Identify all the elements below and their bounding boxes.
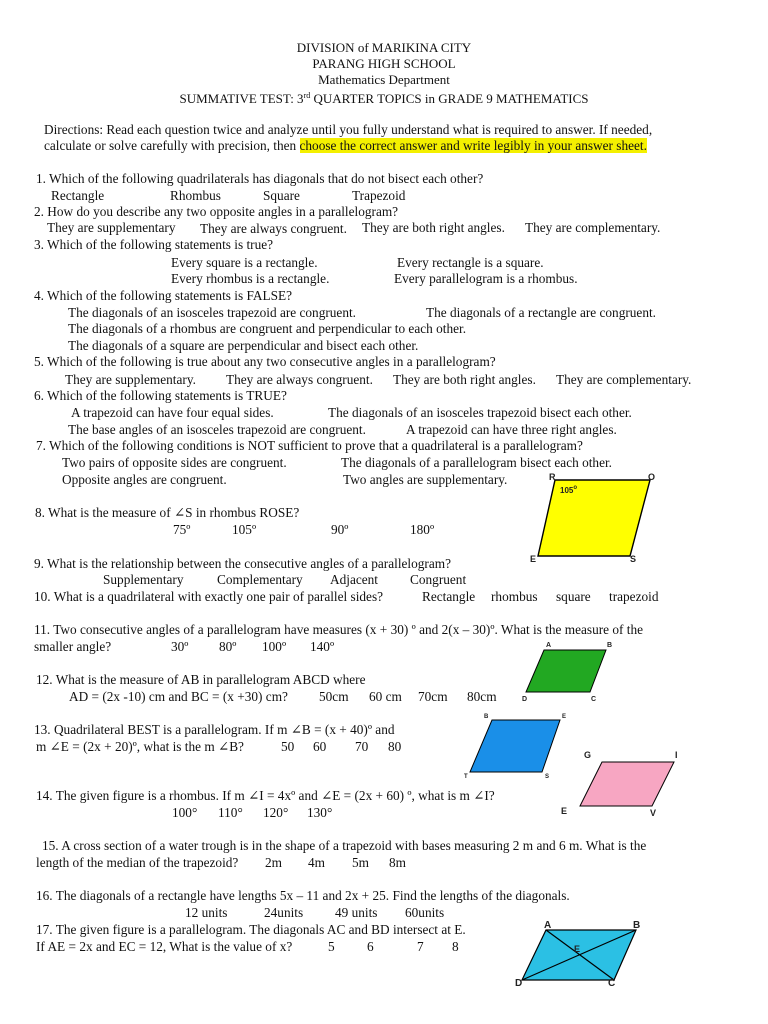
q6-choice-c: The base angles of an isosceles trapezoid are congruent. xyxy=(68,422,366,437)
q10-choice-c: square xyxy=(556,589,591,604)
q17-choice-a: 5 xyxy=(328,939,335,954)
q1-choice-d: Trapezoid xyxy=(352,188,406,203)
q8-choice-b: 105º xyxy=(232,522,257,537)
q5-choice-b: They are always congruent. xyxy=(226,372,373,387)
q2-choice-d: They are complementary. xyxy=(525,220,661,235)
q15-choice-a: 2m xyxy=(265,855,282,870)
q1-choice-a: Rectangle xyxy=(51,188,105,203)
parallelogram-abcd-shape xyxy=(526,650,606,692)
q15-text-line2: length of the median of the trapezoid? xyxy=(36,855,239,870)
q15-choice-d: 8m xyxy=(389,855,406,870)
q7-choice-b: The diagonals of a parallelogram bisect each other. xyxy=(341,455,612,470)
q15-choice-c: 5m xyxy=(352,855,369,870)
q11-choice-d: 140º xyxy=(310,639,335,654)
q12-text-line1: 12. What is the measure of AB in parallelogram ABCD where xyxy=(36,672,366,687)
vertex-a-label: A xyxy=(546,642,552,649)
q11-text-line1: 11. Two consecutive angles of a parallelogram have measures (x + 30) º and 2(x – 30)º. What is the measure of the xyxy=(34,622,644,637)
q14-text: 14. The given figure is a rhombus. If m ∠I = 4xº and ∠E = (2x + 60) º, what is m ∠I? xyxy=(36,788,495,803)
q5-choice-c: They are both right angles. xyxy=(393,372,536,387)
q1-choice-c: Square xyxy=(263,188,300,203)
q9-choice-b: Complementary xyxy=(217,572,303,587)
q11-choice-a: 30º xyxy=(171,639,189,654)
q11-choice-c: 100º xyxy=(262,639,287,654)
q10-choice-a: Rectangle xyxy=(422,589,476,604)
q12-choice-b: 60 cm xyxy=(369,689,402,704)
q14-choice-a: 100° xyxy=(172,805,198,820)
vertex-c-label: C xyxy=(608,978,616,989)
header-department: Mathematics Department xyxy=(318,72,450,87)
q7-text: 7. Which of the following conditions is NOT sufficient to prove that a quadrilateral is a parallelogram? xyxy=(36,438,583,453)
q2-choice-c: They are both right angles. xyxy=(362,220,505,235)
q4-choice-b: The diagonals of a rectangle are congruent. xyxy=(426,305,657,320)
q9-choice-c: Adjacent xyxy=(330,572,378,587)
vertex-d-label: D xyxy=(522,696,528,703)
q5-choice-d: They are complementary. xyxy=(556,372,692,387)
vertex-d-label: D xyxy=(515,978,523,989)
q9-choice-a: Supplementary xyxy=(103,572,184,587)
q17-choice-c: 7 xyxy=(417,939,424,954)
q10-choice-b: rhombus xyxy=(491,589,538,604)
q13-choice-d: 80 xyxy=(388,739,402,754)
directions-line2: calculate or solve carefully with precision, then choose the correct answer and write legibly in your answer sheet. xyxy=(44,138,647,153)
q2-choice-a: They are supplementary xyxy=(47,220,176,235)
q11-text-line2: smaller angle? xyxy=(34,639,112,654)
q8-choice-c: 90º xyxy=(331,522,349,537)
q17-text-line2: If AE = 2x and EC = 12, What is the value of x? xyxy=(36,939,293,954)
q2-text: 2. How do you describe any two opposite angles in a parallelogram? xyxy=(34,204,399,219)
q2-choice-b: They are always congruent. xyxy=(200,221,347,236)
q13-choice-a: 50 xyxy=(281,739,295,754)
q1-text: 1. Which of the following quadrilaterals has diagonals that do not bisect each other? xyxy=(36,171,484,186)
q13-text-line1: 13. Quadrilateral BEST is a parallelogram. If m ∠B = (x + 40)º and xyxy=(34,722,395,737)
q17-choice-d: 8 xyxy=(452,939,459,954)
q13-choice-b: 60 xyxy=(313,739,327,754)
q10-text: 10. What is a quadrilateral with exactly one pair of parallel sides? xyxy=(34,589,384,604)
q1-choice-b: Rhombus xyxy=(170,188,221,203)
header-division: DIVISION of MARIKINA CITY xyxy=(296,40,472,55)
q4-choice-d: The diagonals of a square are perpendicular and bisect each other. xyxy=(68,338,419,353)
q6-choice-d: A trapezoid can have three right angles. xyxy=(406,422,617,437)
q4-text: 4. Which of the following statements is FALSE? xyxy=(34,288,293,303)
q8-text: 8. What is the measure of ∠S in rhombus ROSE? xyxy=(35,505,300,520)
q14-choice-c: 120° xyxy=(263,805,289,820)
rhombus-rose-shape xyxy=(538,480,650,556)
vertex-t-label: T xyxy=(464,774,468,780)
q12-choice-d: 80cm xyxy=(467,689,497,704)
vertex-c-label: C xyxy=(591,696,597,703)
parallelogram-abcd-figure xyxy=(518,640,618,706)
q17-choice-b: 6 xyxy=(367,939,374,954)
q6-choice-b: The diagonals of an isosceles trapezoid bisect each other. xyxy=(328,405,632,420)
vertex-g-label: G xyxy=(584,750,592,760)
vertex-e-label: E xyxy=(530,554,537,564)
q10-choice-d: trapezoid xyxy=(609,589,659,604)
rhombus-rose-figure xyxy=(530,468,665,568)
vertex-v-label: V xyxy=(650,808,657,818)
intersection-e-label: E xyxy=(574,944,581,954)
q16-choice-a: 12 units xyxy=(185,905,228,920)
q11-choice-b: 80º xyxy=(219,639,237,654)
test-title: SUMMATIVE TEST: 3rd QUARTER TOPICS in GRADE 9 MATHEMATICS xyxy=(179,91,589,106)
vertex-i-label: I xyxy=(675,750,678,760)
q6-choice-a: A trapezoid can have four equal sides. xyxy=(71,405,274,420)
q4-choice-a: The diagonals of an isosceles trapezoid are congruent. xyxy=(68,305,356,320)
q13-choice-c: 70 xyxy=(355,739,369,754)
q17-text-line1: 17. The given figure is a parallelogram. The diagonals AC and BD intersect at E. xyxy=(36,922,466,937)
parallelogram-abcd-diagonals-figure xyxy=(508,916,658,992)
vertex-b-label: B xyxy=(633,920,641,931)
vertex-e-label: E xyxy=(561,806,568,816)
q8-choice-a: 75º xyxy=(173,522,191,537)
q9-choice-d: Congruent xyxy=(410,572,467,587)
q14-choice-b: 110° xyxy=(218,805,243,820)
q13-text-line2: m ∠E = (2x + 20)º, what is the m ∠B? xyxy=(36,739,244,754)
vertex-s-label: S xyxy=(545,774,550,780)
q16-text: 16. The diagonals of a rectangle have lengths 5x – 11 and 2x + 25. Find the lengths of the diagonals. xyxy=(36,888,570,903)
q3-text: 3. Which of the following statements is true? xyxy=(34,237,274,252)
vertex-b-label: B xyxy=(484,714,489,720)
q15-choice-b: 4m xyxy=(308,855,325,870)
vertex-o-label: O xyxy=(648,472,656,482)
q6-text: 6. Which of the following statements is TRUE? xyxy=(34,388,287,403)
q3-choice-c: Every rhombus is a rectangle. xyxy=(171,271,330,286)
q7-choice-a: Two pairs of opposite sides are congruent. xyxy=(62,455,287,470)
q16-choice-d: 60units xyxy=(405,905,445,920)
vertex-a-label: A xyxy=(544,920,552,931)
directions-line1: Directions: Read each question twice and analyze until you fully understand what is required to answer. If needed, xyxy=(44,122,653,137)
q9-text: 9. What is the relationship between the consecutive angles of a parallelogram? xyxy=(34,556,451,571)
vertex-s-label: S xyxy=(630,554,637,564)
q7-choice-d: Two angles are supplementary. xyxy=(343,472,508,487)
q4-choice-c: The diagonals of a rhombus are congruent and perpendicular to each other. xyxy=(68,321,467,336)
rhombus-give-figure xyxy=(556,744,696,820)
q16-choice-b: 24units xyxy=(264,905,304,920)
header-school: PARANG HIGH SCHOOL xyxy=(312,56,456,71)
q12-text-line2: AD = (2x -10) cm and BC = (x +30) cm? xyxy=(69,689,288,704)
q5-choice-a: They are supplementary. xyxy=(65,372,196,387)
rhombus-give-shape xyxy=(580,762,674,806)
vertex-b-label: B xyxy=(607,642,613,649)
q3-choice-a: Every square is a rectangle. xyxy=(171,255,318,270)
vertex-r-label: R xyxy=(549,472,556,482)
q3-choice-b: Every rectangle is a square. xyxy=(397,255,544,270)
q12-choice-a: 50cm xyxy=(319,689,349,704)
q5-text: 5. Which of the following is true about any two consecutive angles in a parallelogram? xyxy=(34,354,496,369)
q3-choice-d: Every parallelogram is a rhombus. xyxy=(394,271,578,286)
q8-choice-d: 180º xyxy=(410,522,435,537)
vertex-e-label: E xyxy=(562,714,567,720)
q14-choice-d: 130° xyxy=(307,805,333,820)
directions-highlight: choose the correct answer and write legibly in your answer sheet. xyxy=(299,138,647,153)
parallelogram-best-shape xyxy=(470,720,560,772)
angle-105-label: 105$^o$ xyxy=(560,485,578,495)
q15-text-line1: 15. A cross section of a water trough is in the shape of a trapezoid with bases measuring 2 m and 6 m. What is the xyxy=(42,838,647,853)
q7-choice-c: Opposite angles are congruent. xyxy=(62,472,227,487)
q12-choice-c: 70cm xyxy=(418,689,448,704)
q16-choice-c: 49 units xyxy=(335,905,378,920)
